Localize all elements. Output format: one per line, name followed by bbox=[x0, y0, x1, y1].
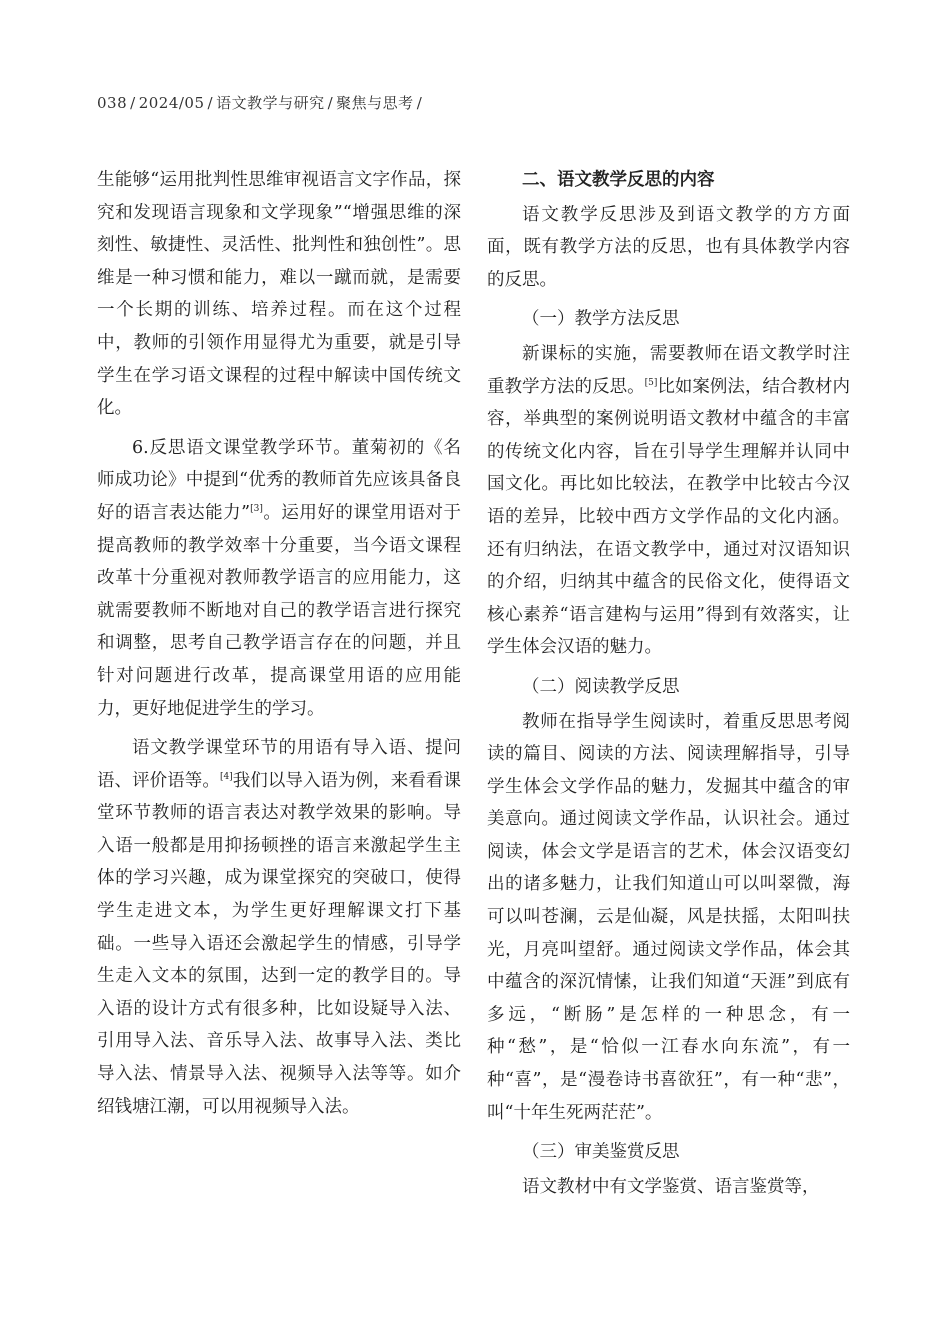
text: 比如案例法，结合教材内容，举典型的案例说明语文教材中蕴含的丰富的传统文化内容，旨在引导学生理解并认同中国文化。再比如比较法，在教学中比较古今汉语的差异，比较中西方文学作品的文化内涵。还有归纳法，在语文教学中，通过对汉语知识的介绍，归纳其中蕴含的民俗文化，使得语文核心素养“语言建构与运用”得到有效落实，让学生体会汉语的魅力。 bbox=[487, 376, 851, 658]
citation-ref: [4] bbox=[219, 771, 233, 782]
section-heading: 二、语文教学反思的内容 bbox=[522, 170, 715, 190]
text: 。运用好的课堂用语对于提高教师的教学效率十分重要，当今语文课程改革十分重视对教师教学语言的应用能力，这就需要教师不断地对自己的教学语言进行探究和调整，思考自己教学语言存在的问题，并且针对问题进行改革，提高课堂用语的应用能力，更好地促进学生的学习。 bbox=[97, 502, 461, 719]
issue-date: 2024/05 bbox=[138, 94, 205, 112]
subsection-heading: （三）审美鉴赏反思 bbox=[522, 1142, 680, 1163]
left-column bbox=[97, 164, 461, 1130]
subsection-heading: （二）阅读教学反思 bbox=[522, 676, 680, 697]
subsection-heading: （一）教学方法反思 bbox=[522, 309, 680, 330]
page-number: 038 bbox=[97, 94, 128, 112]
journal-name: 语文教学与研究 bbox=[216, 94, 325, 112]
text: 6.反思语文课堂教学环节。董菊初的《名师成功论》中提到“优秀的教师首先应该具备良好的语言表达能力” bbox=[97, 437, 461, 523]
text: 新课标的实施，需要教师在语文教学时注重教学方法的反思。 bbox=[487, 343, 850, 397]
paragraph: 教师在指导学生阅读时，着重反思思考阅读的篇目、阅读的方法、阅读理解指导，引导学生体会文学作品的魅力，发掘其中蕴含的审美意向。通过阅读文学作品，认识社会。通过阅读，体会文学是语言的艺术，体会汉语变幻出的诸多魅力，让我们知道山可以叫翠微，海可以叫苍澜，云是仙凝，风是扶摇，太阳叫扶光，月亮叫望舒。通过阅读文学作品，体会其中蕴含的深沉情愫，让我们知道“天涯”到底有多远，“断肠”是怎样的一种思念，有一种“愁”，是“恰似一江春水向东流”，有一种“喜”，是“漫卷诗书喜欲狂”，有一种“悲”，叫“十年生死两茫茫”。 bbox=[487, 711, 850, 1123]
text: 语文教学课堂环节的用语有导入语、提问语、评价语等。 bbox=[97, 738, 461, 791]
right-column bbox=[487, 164, 850, 1210]
text: 我们以导入语为例，来看看课堂环节教师的语言表达对教学效果的影响。导入语一般都是用抑扬顿挫的语言来激起学生主体的学习兴趣，成为课堂探究的突破口，使得学生走进文本，为学生更好理解课文打下基础。一些导入语还会激起学生的情感，引导学生走入文本的氛围，达到一定的教学目的。导入语的设计方式有很多种，比如设疑导入法、引用导入法、音乐导入法、故事导入法、类比导入法、情景导入法、视频导入法等等。如介绍钱塘江潮，可以用视频导入法。 bbox=[97, 770, 461, 1117]
citation-ref: [3] bbox=[250, 504, 263, 515]
column-name: 聚焦与思考 bbox=[336, 94, 414, 112]
paragraph bbox=[487, 338, 850, 664]
paragraph bbox=[97, 432, 461, 725]
running-header: 038 / 2024/05 / 语文教学与研究 / 聚焦与思考 / bbox=[97, 94, 423, 112]
paragraph bbox=[97, 732, 461, 1123]
paragraph: 语文教材中有文学鉴赏、语言鉴赏等， bbox=[522, 1176, 820, 1197]
citation-ref: [5] bbox=[644, 377, 658, 388]
paragraph: 生能够“运用批判性思维审视语言文字作品，探究和发现语言现象和文学现象”“增强思维的深刻性、敏捷性、灵活性、批判性和独创性”。思维是一种习惯和能力，难以一蹴而就，是需要一个长期的训练、培养过程。而在这个过程中，教师的引领作用显得尤为重要，就是引导学生在学习语文课程的过程中解读中国传统文化。 bbox=[97, 170, 461, 419]
paragraph: 语文教学反思涉及到语文教学的方方面面，既有教学方法的反思，也有具体教学内容的反思。 bbox=[487, 204, 850, 290]
